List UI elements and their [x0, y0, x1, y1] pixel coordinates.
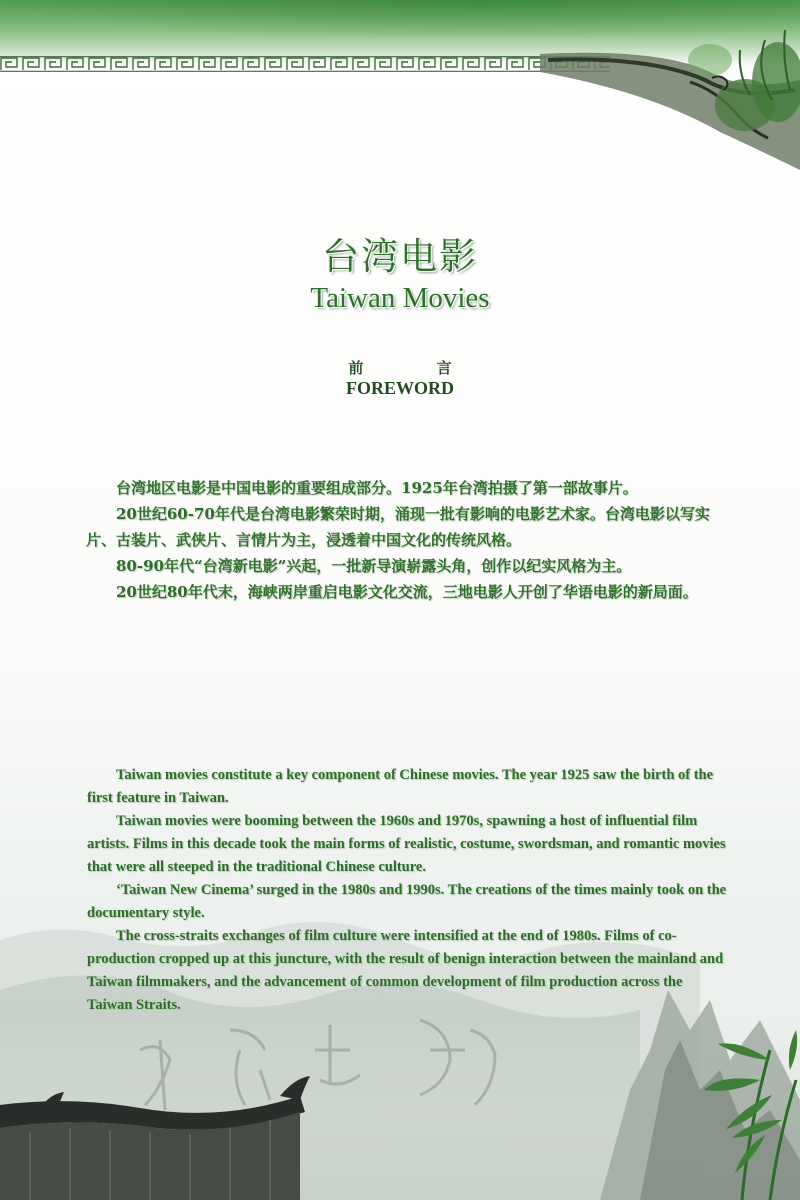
chinese-paragraph: 20世纪60-70年代是台湾电影繁荣时期，涌现一批有影响的电影艺术家。台湾电影以写实片、古装片、武侠片、言情片为主，浸透着中国文化的传统风格。	[86, 505, 710, 549]
roof-eave-ornament	[540, 20, 800, 170]
chinese-title: 台湾电影	[322, 235, 478, 278]
english-paragraph: The cross-straits exchanges of film culture were intensified at the end of 1980s. Films of co-production cropped up at this juncture, with the result of benign interaction between the mainland and Taiwan filmmakers, and the advancement of common development of film production across the Taiwan Straits.	[87, 928, 724, 1013]
chinese-paragraph: 80-90年代“台湾新电影”兴起，一批新导演崭露头角，创作以纪实风格为主。	[116, 557, 632, 575]
chinese-paragraph: 台湾地区电影是中国电影的重要组成部分。1925年台湾拍摄了第一部故事片。	[116, 479, 638, 497]
english-title: Taiwan Movies	[310, 282, 490, 314]
english-paragraph: Taiwan movies were booming between the 1960s and 1970s, spawning a host of influential film artists. Films in this decade took the main forms of realistic, costume, swordsman, and romantic movies that were all steeped in the traditional Chinese culture.	[87, 813, 726, 875]
english-foreword-text	[87, 764, 727, 1017]
chinese-foreword-text	[86, 475, 716, 605]
fret-border-ornament	[0, 56, 610, 72]
foreword-english-heading: FOREWORD	[346, 378, 454, 398]
chinese-paragraph: 20世纪80年代末，海峡两岸重启电影文化交流，三地电影人开创了华语电影的新局面。	[116, 583, 698, 601]
foreword-chinese-heading: 前 言	[348, 359, 452, 377]
english-paragraph: Taiwan movies constitute a key component of Chinese movies. The year 1925 saw the birth of the first feature in Taiwan.	[87, 767, 714, 806]
english-paragraph: ‘Taiwan New Cinema’ surged in the 1980s and 1990s. The creations of the times mainly took on the documentary style.	[87, 882, 727, 921]
